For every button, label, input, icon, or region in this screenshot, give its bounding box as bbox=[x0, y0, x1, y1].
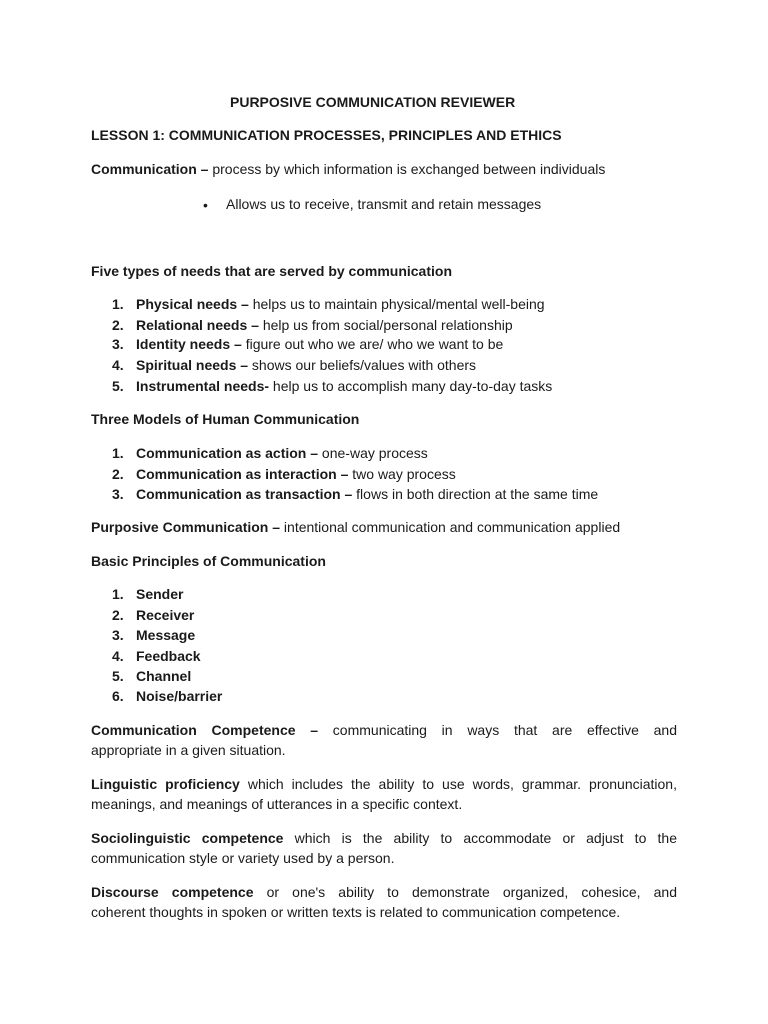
list-item: 1. Sender bbox=[112, 586, 184, 602]
competence-line1: Communication Competence – communicating in ways that are effective and bbox=[91, 722, 677, 738]
list-item: 4. Feedback bbox=[112, 648, 201, 664]
term: Communication – bbox=[91, 161, 209, 177]
principles-heading: Basic Principles of Communication bbox=[91, 553, 326, 569]
term: Purposive Communication – bbox=[91, 519, 281, 535]
purposive-definition bbox=[91, 517, 620, 537]
discourse-line1: Discourse competence or one's ability to demonstrate organized, cohesice, and bbox=[91, 884, 677, 900]
list-item: 1. Physical needs – helps us to maintain physical/mental well-being bbox=[112, 296, 545, 312]
list-item: 5. Instrumental needs- help us to accomplish many day-to-day tasks bbox=[112, 378, 553, 394]
discourse-line2: coherent thoughts in spoken or written texts is related to communication competence. bbox=[91, 904, 621, 920]
communication-bullet: Allows us to receive, transmit and retain messages bbox=[226, 196, 542, 212]
needs-heading: Five types of needs that are served by communication bbox=[91, 263, 452, 279]
list-item: 2. Receiver bbox=[112, 607, 195, 623]
list-item: 6. Noise/barrier bbox=[112, 688, 223, 704]
list-item: 3. Identity needs – figure out who we are/ who we want to be bbox=[112, 336, 504, 352]
linguistic-line1: Linguistic proficiency which includes the ability to use words, grammar. pronunciation, bbox=[91, 776, 677, 792]
models-heading: Three Models of Human Communication bbox=[91, 411, 360, 427]
list-item: 1. Communication as action – one-way process bbox=[112, 445, 428, 461]
list-item: 5. Channel bbox=[112, 668, 192, 684]
list-item: 2. Relational needs – help us from social/personal relationship bbox=[112, 317, 513, 333]
list-item: 3. Communication as transaction – flows in both direction at the same time bbox=[112, 486, 599, 502]
list-item: 4. Spiritual needs – shows our beliefs/values with others bbox=[112, 357, 477, 373]
definition: intentional communication and communication applied bbox=[280, 519, 621, 535]
document-title: PURPOSIVE COMMUNICATION REVIEWER bbox=[230, 94, 516, 110]
term: Discourse competence bbox=[91, 884, 254, 900]
sociolinguistic-line1: Sociolinguistic competence which is the ability to accommodate or adjust to the bbox=[91, 830, 677, 846]
term: Communication Competence – bbox=[91, 722, 319, 738]
communication-definition bbox=[91, 159, 605, 179]
term: Sociolinguistic competence bbox=[91, 830, 284, 846]
lesson-heading: LESSON 1: COMMUNICATION PROCESSES, PRINCIPLES AND ETHICS bbox=[91, 127, 562, 143]
list-item: 3. Message bbox=[112, 627, 196, 643]
definition: process by which information is exchanged between individuals bbox=[208, 161, 606, 177]
bullet-dot: • bbox=[203, 197, 208, 213]
list-item: 2. Communication as interaction – two way process bbox=[112, 466, 456, 482]
linguistic-line2: meanings, and meanings of utterances in a specific context. bbox=[91, 796, 463, 812]
term: Linguistic proficiency bbox=[91, 776, 240, 792]
competence-line2: appropriate in a given situation. bbox=[91, 742, 286, 758]
sociolinguistic-line2: communication style or variety used by a person. bbox=[91, 850, 395, 866]
